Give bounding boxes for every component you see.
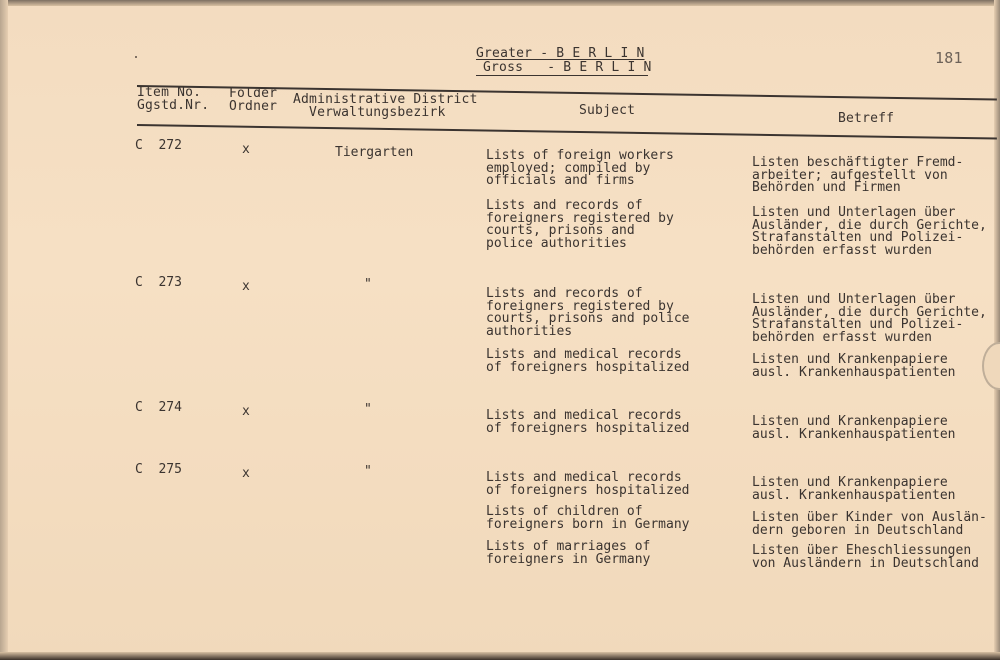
column-header-subject: Subject <box>579 103 636 118</box>
subject-entry: Lists of children of foreigners born in Germany <box>486 504 690 532</box>
subject-entry: Lists of foreign workers employed; compiled by officials and firms <box>486 148 674 188</box>
subject-entry: Lists and medical records of foreigners hospitalized <box>486 470 690 498</box>
district-cell: Tiergarten <box>335 145 414 160</box>
header-bottom-rule <box>137 124 997 139</box>
district-cell: " <box>364 277 372 292</box>
page-bottom-edge <box>0 652 1000 660</box>
item-number: C 273 <box>135 275 182 290</box>
title-underline <box>476 75 648 76</box>
district-cell: " <box>364 464 372 479</box>
item-number: C 275 <box>135 462 182 477</box>
folder-mark: x <box>242 142 250 157</box>
subject-entry: Lists and medical records of foreigners hospitalized <box>486 347 690 375</box>
betreff-entry: Listen und Krankenpapiere ausl. Krankenhauspatienten <box>752 352 956 380</box>
folder-mark: x <box>242 279 250 294</box>
betreff-entry: Listen über Eheschliessungen von Ausländern in Deutschland <box>752 543 979 571</box>
subject-entry: Lists and records of foreigners registered by courts, prisons and police authorities <box>486 198 674 251</box>
column-header-folder: Folder Ordner <box>229 86 278 114</box>
district-cell: " <box>364 402 372 417</box>
title-german: Gross - B E R L I N <box>483 60 652 75</box>
subject-entry: Lists and medical records of foreigners hospitalized <box>486 408 690 436</box>
betreff-entry: Listen über Kinder von Auslän- dern geboren in Deutschland <box>752 510 987 538</box>
item-number: C 274 <box>135 400 182 415</box>
subject-entry: Lists of marriages of foreigners in Germany <box>486 539 651 567</box>
folder-mark: x <box>242 404 250 419</box>
page-number: 181 <box>935 49 963 67</box>
column-header-betreff: Betreff <box>838 111 895 126</box>
title-english: Greater - B E R L I N <box>476 46 645 61</box>
paper-speck <box>135 56 137 58</box>
page-top-edge <box>0 0 1000 6</box>
betreff-entry: Listen und Unterlagen über Ausländer, die durch Gerichte, Strafanstalten und Polizei- behörden erfasst wurden <box>752 205 987 258</box>
betreff-entry: Listen und Krankenpapiere ausl. Krankenhauspatienten <box>752 475 956 503</box>
column-header-district: Administrative District Verwaltungsbezirk <box>293 92 478 120</box>
betreff-entry: Listen beschäftigter Fremd- arbeiter; aufgestellt von Behörden und Firmen <box>752 155 964 195</box>
binder-notch <box>982 342 1000 390</box>
betreff-entry: Listen und Krankenpapiere ausl. Krankenhauspatienten <box>752 414 956 442</box>
betreff-entry: Listen und Unterlagen über Ausländer, die durch Gerichte, Strafanstalten und Polizei- behörden erfasst wurden <box>752 292 987 345</box>
page-left-edge <box>0 0 8 660</box>
folder-mark: x <box>242 466 250 481</box>
item-number: C 272 <box>135 138 182 153</box>
column-header-item-no: Item No. Ggstd.Nr. <box>137 85 210 113</box>
subject-entry: Lists and records of foreigners registered by courts, prisons and police authorities <box>486 286 690 339</box>
